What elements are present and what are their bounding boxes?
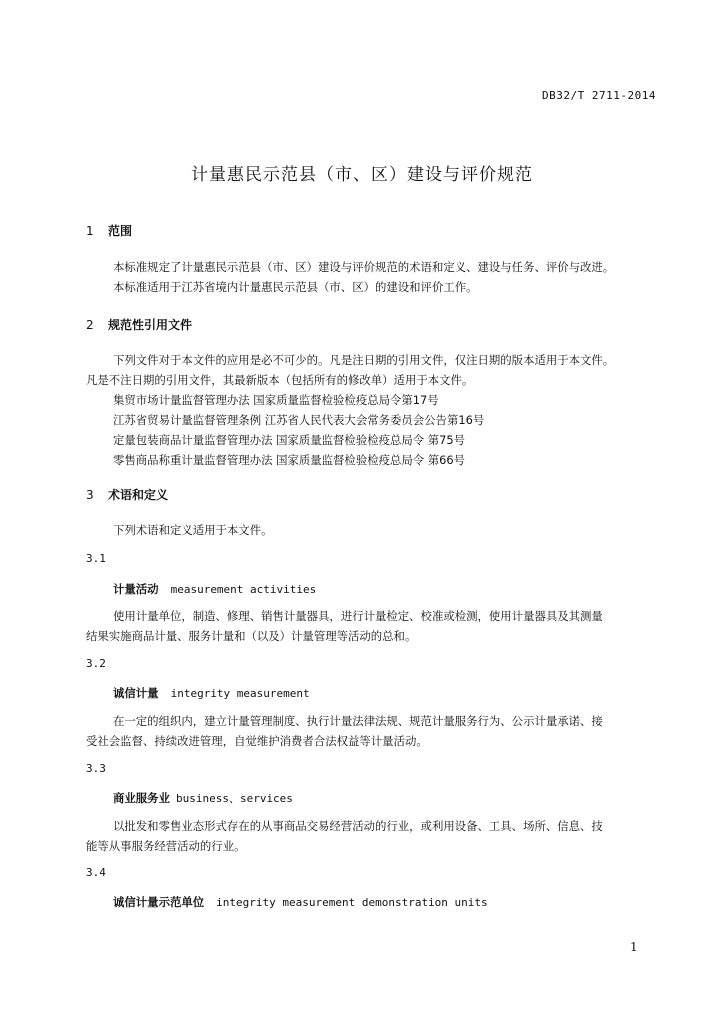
term-cn: 诚信计量 xyxy=(113,686,159,700)
term-heading xyxy=(113,790,293,806)
section-heading-3 xyxy=(86,486,168,503)
reference-item: 定量包装商品计量监督管理办法 国家质量监督检验检疫总局令 第75号 xyxy=(113,433,466,447)
paragraph: 下列文件对于本文件的应用是必不可少的。凡是注日期的引用文件，仅注日期的版本适用于本文件。 xyxy=(113,353,615,367)
section-number: 3 xyxy=(86,488,94,502)
paragraph: 下列术语和定义适用于本文件。 xyxy=(113,523,273,537)
paragraph: 本标准规定了计量惠民示范县（市、区）建设与评价规范的术语和定义、建设与任务、评价与改进。 xyxy=(113,260,615,274)
term-heading xyxy=(113,894,488,910)
page-number: 1 xyxy=(630,940,638,954)
term-cn: 诚信计量示范单位 xyxy=(113,895,205,909)
subsection-number: 3.4 xyxy=(86,866,106,879)
section-heading-1 xyxy=(86,222,132,239)
section-title: 规范性引用文件 xyxy=(108,318,193,332)
term-en: measurement activities xyxy=(170,583,317,596)
reference-item: 集贸市场计量监督管理办法 国家质量监督检验检疫总局令第17号 xyxy=(113,393,439,407)
paragraph: 本标准适用于江苏省境内计量惠民示范县（市、区）的建设和评价工作。 xyxy=(113,280,478,294)
subsection-number: 3.1 xyxy=(86,552,106,565)
subsection-number: 3.3 xyxy=(86,762,106,775)
term-heading xyxy=(113,685,310,701)
term-en: integrity measurement demonstration units xyxy=(216,896,488,909)
paragraph: 凡是不注日期的引用文件，其最新版本（包括所有的修改单）适用于本文件。 xyxy=(86,373,474,387)
section-title: 术语和定义 xyxy=(108,488,169,502)
paragraph: 结果实施商品计量、服务计量和（以及）计量管理等活动的总和。 xyxy=(86,629,417,643)
section-title: 范围 xyxy=(108,224,133,238)
term-cn: 计量活动 xyxy=(113,582,159,596)
document-number: DB32/T 2711-2014 xyxy=(542,89,656,102)
paragraph: 在一定的组织内，建立计量管理制度、执行计量法律法规、规范计量服务行为、公示计量承诺、接 xyxy=(113,714,603,728)
reference-item: 江苏省贸易计量监督管理条例 江苏省人民代表大会常务委员会公告第16号 xyxy=(113,413,485,427)
section-number: 2 xyxy=(86,318,94,332)
paragraph: 能等从事服务经营活动的行业。 xyxy=(86,839,246,853)
term-cn: 商业服务业 xyxy=(113,791,170,805)
paragraph: 使用计量单位，制造、修理、销售计量器具，进行计量检定、校准或检测，使用计量器具及其测量 xyxy=(113,609,603,623)
term-en: business、services xyxy=(175,792,293,805)
section-heading-2 xyxy=(86,316,192,333)
section-number: 1 xyxy=(86,224,94,238)
document-title: 计量惠民示范县（市、区）建设与评价规范 xyxy=(191,165,533,185)
subsection-number: 3.2 xyxy=(86,657,106,670)
paragraph: 受社会监督、持续改进管理，自觉维护消费者合法权益等计量活动。 xyxy=(86,734,428,748)
term-en: integrity measurement xyxy=(170,687,310,700)
reference-item: 零售商品称重计量监督管理办法 国家质量监督检验检疫总局令 第66号 xyxy=(113,453,466,467)
paragraph: 以批发和零售业态形式存在的从事商品交易经营活动的行业，或利用设备、工具、场所、信息、技 xyxy=(113,819,603,833)
term-heading xyxy=(113,581,316,597)
